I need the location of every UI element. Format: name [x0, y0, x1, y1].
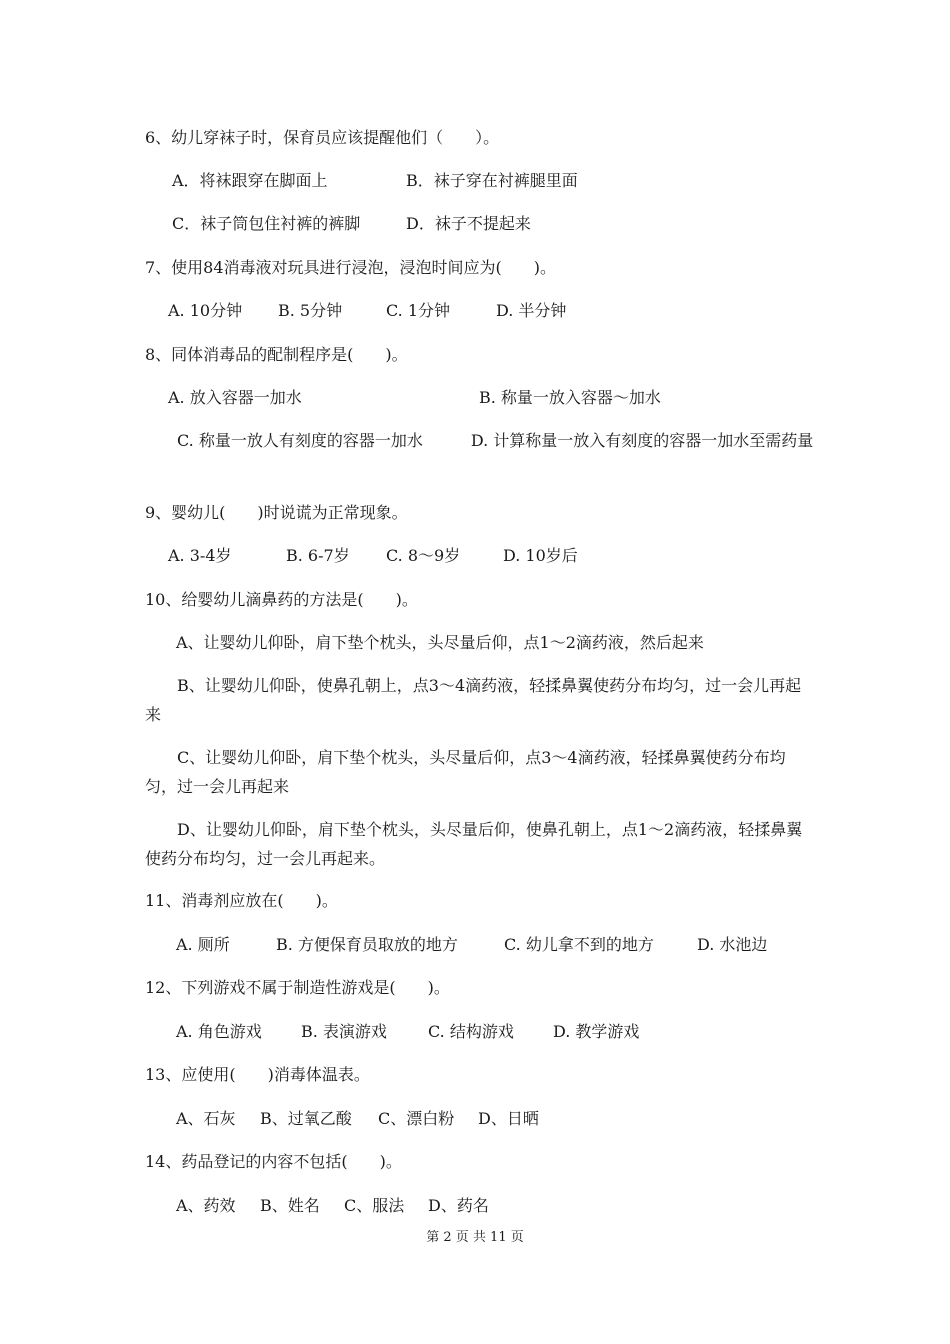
- question-6-option-a: A．将袜跟穿在脚面上: [172, 171, 328, 190]
- question-10-option-d: D、让婴幼儿仰卧，肩下垫个枕头，头尽量后仰，使鼻孔朝上，点1～2滴药液，轻揉鼻翼使药分布均匀，过一会儿再起来。: [145, 820, 803, 868]
- question-9-option-d: D. 10岁后: [503, 546, 578, 565]
- question-8-stem: 8、同体消毒品的配制程序是( )。: [145, 345, 408, 364]
- question-12-option-a: A. 角色游戏: [176, 1022, 262, 1041]
- question-6-stem: 6、幼儿穿袜子时，保育员应该提醒他们（ ）。: [145, 128, 500, 147]
- question-6-option-c: C．袜子筒包住衬裤的裤脚: [172, 214, 361, 233]
- question-6-option-d: D．袜子不提起来: [406, 214, 531, 233]
- question-13-option-c: C、漂白粉: [378, 1109, 455, 1128]
- question-8-option-a: A. 放入容器一加水: [168, 388, 302, 407]
- question-7-option-a: A. 10分钟: [168, 301, 243, 320]
- question-9-stem: 9、婴幼儿( )时说谎为正常现象。: [145, 503, 408, 522]
- question-7-option-c: C. 1分钟: [386, 301, 451, 320]
- question-14-stem: 14、药品登记的内容不包括( )。: [145, 1152, 402, 1171]
- question-11-option-a: A. 厕所: [176, 935, 230, 954]
- question-14-option-a: A、药效: [176, 1196, 236, 1215]
- question-7-option-d: D. 半分钟: [496, 301, 567, 320]
- question-10-option-a: A、让婴幼儿仰卧，肩下垫个枕头，头尽量后仰，点1～2滴药液，然后起来: [176, 633, 704, 652]
- question-13-stem: 13、应使用( )消毒体温表。: [145, 1065, 370, 1084]
- question-9-option-c: C. 8～9岁: [386, 546, 461, 565]
- question-9-option-a: A. 3-4岁: [168, 546, 232, 565]
- question-11-option-c: C. 幼儿拿不到的地方: [504, 935, 654, 954]
- question-11-stem: 11、消毒剂应放在( )。: [145, 891, 338, 910]
- question-13-option-b: B、过氧乙酸: [260, 1109, 352, 1128]
- question-6-option-b: B．袜子穿在衬裤腿里面: [406, 171, 578, 190]
- question-10-option-b: B、让婴幼儿仰卧，使鼻孔朝上，点3～4滴药液，轻揉鼻翼使药分布均匀，过一会儿再起来: [145, 676, 802, 724]
- question-10-option-c: C、让婴幼儿仰卧，肩下垫个枕头，头尽量后仰，点3～4滴药液，轻揉鼻翼使药分布均匀，过一会儿再起来: [145, 748, 786, 796]
- page-footer: 第 2 页 共 11 页: [426, 1230, 524, 1245]
- question-12-option-c: C. 结构游戏: [428, 1022, 514, 1041]
- question-12-option-d: D. 教学游戏: [553, 1022, 640, 1041]
- question-9-option-b: B. 6-7岁: [286, 546, 350, 565]
- question-12-option-b: B. 表演游戏: [301, 1022, 387, 1041]
- question-13-option-a: A、石灰: [176, 1109, 236, 1128]
- question-7-option-b: B. 5分钟: [278, 301, 343, 320]
- question-14-option-d: D、药名: [428, 1196, 489, 1215]
- question-11-option-d: D. 水池边: [697, 935, 768, 954]
- question-12-stem: 12、下列游戏不属于制造性游戏是( )。: [145, 978, 450, 997]
- question-13-option-d: D、日晒: [478, 1109, 539, 1128]
- question-10-stem: 10、给婴幼儿滴鼻药的方法是( )。: [145, 590, 418, 609]
- question-7-stem: 7、使用84消毒液对玩具进行浸泡，浸泡时间应为( )。: [145, 258, 557, 277]
- question-8-options-cd: C. 称量一放人有刻度的容器一加水 D. 计算称量一放入有刻度的容器一加水至需药量: [177, 431, 814, 450]
- question-14-option-b: B、姓名: [260, 1196, 320, 1215]
- question-14-option-c: C、服法: [344, 1196, 405, 1215]
- question-8-option-b: B. 称量一放入容器～加水: [479, 388, 661, 407]
- question-11-option-b: B. 方便保育员取放的地方: [276, 935, 458, 954]
